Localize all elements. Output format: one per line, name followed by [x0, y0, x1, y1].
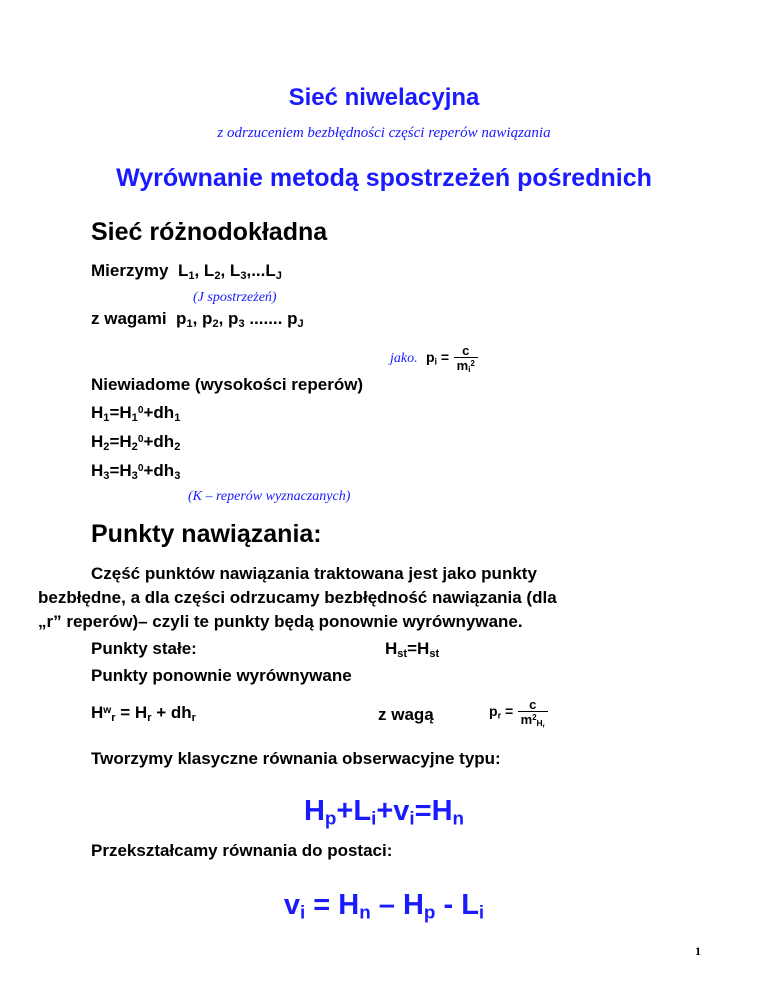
paragraph-line: bezbłędne, a dla części odrzucamy bezbłędność nawiązania (dla	[38, 588, 557, 607]
transform-intro: Przekształcamy równania do postaci:	[91, 841, 393, 860]
measure-label: Mierzymy	[91, 261, 169, 280]
j-observations-note: (J spostrzeżeń)	[193, 290, 277, 305]
unknowns-heading: Niewiadome (wysokości reperów)	[91, 375, 364, 394]
readjusted-points-label: Punkty ponownie wyrównywane	[91, 666, 352, 685]
paragraph-line: Część punktów nawiązania traktowana jest jako punkty	[91, 564, 537, 583]
measurements-line	[91, 261, 282, 281]
paragraph-line: „r” reperów)– czyli te punkty będą ponownie wyrównywane.	[38, 612, 523, 631]
jako-text: jako.	[390, 351, 418, 367]
observation-equation: $H_p+L_i+v_i=H_n$	[303, 795, 465, 829]
weight-pr-definition	[489, 697, 548, 730]
weights-label: z wagami	[91, 309, 167, 328]
fixed-points-label: Punkty stałe:	[91, 639, 197, 658]
page-title: Sieć niwelacyjna	[288, 84, 480, 111]
weights-line	[91, 309, 304, 329]
section-heading-network: Sieć różnodokładna	[91, 218, 328, 246]
weights-formula: $p_1$, $p_2$, $p_3$ ....... $p_J$	[176, 309, 304, 330]
weight-pr: $p_r$ =	[489, 703, 514, 721]
unknown-h2: $H_2=H_2^0+dh_2$	[91, 432, 181, 453]
control-points-paragraph	[38, 562, 708, 634]
weight-pr-fraction: $\frac{c}{m^2_{H_r}}$	[518, 698, 548, 726]
page-subtitle: z odrzuceniem bezbłędności części reperów nawiązania	[217, 125, 551, 141]
weight-definition	[390, 343, 478, 375]
k-benchmarks-note: (K – reperów wyznaczanych)	[188, 489, 351, 504]
readjusted-height-equation: $H^w_r = H_r + dh_r$	[91, 703, 196, 724]
measurements-formula: $L_1$, $L_2$, $L_3,...L_J$	[177, 261, 282, 282]
weight-pi: $p_i$ =	[422, 349, 450, 367]
unknown-h1: $H_1=H_1^0+dh_1$	[91, 403, 181, 424]
page-number: 1	[695, 944, 701, 958]
section-heading-control-points: Punkty nawiązania:	[91, 520, 322, 548]
observation-equations-intro: Tworzymy klasyczne równania obserwacyjne typu:	[91, 749, 501, 768]
method-heading: Wyrównanie metodą spostrzeżeń pośrednich	[116, 164, 652, 192]
residual-equation: $v_i = H_n - H_p - L_i$	[283, 889, 485, 923]
fixed-points-equation: $H_{st}=H_{st}$	[385, 639, 440, 660]
weight-fraction: $\frac{c}{m_i^2}$	[454, 344, 478, 372]
unknown-h3: $H_3=H_3^0+dh_3$	[91, 461, 181, 482]
weight-with-label: z wagą	[378, 705, 434, 724]
